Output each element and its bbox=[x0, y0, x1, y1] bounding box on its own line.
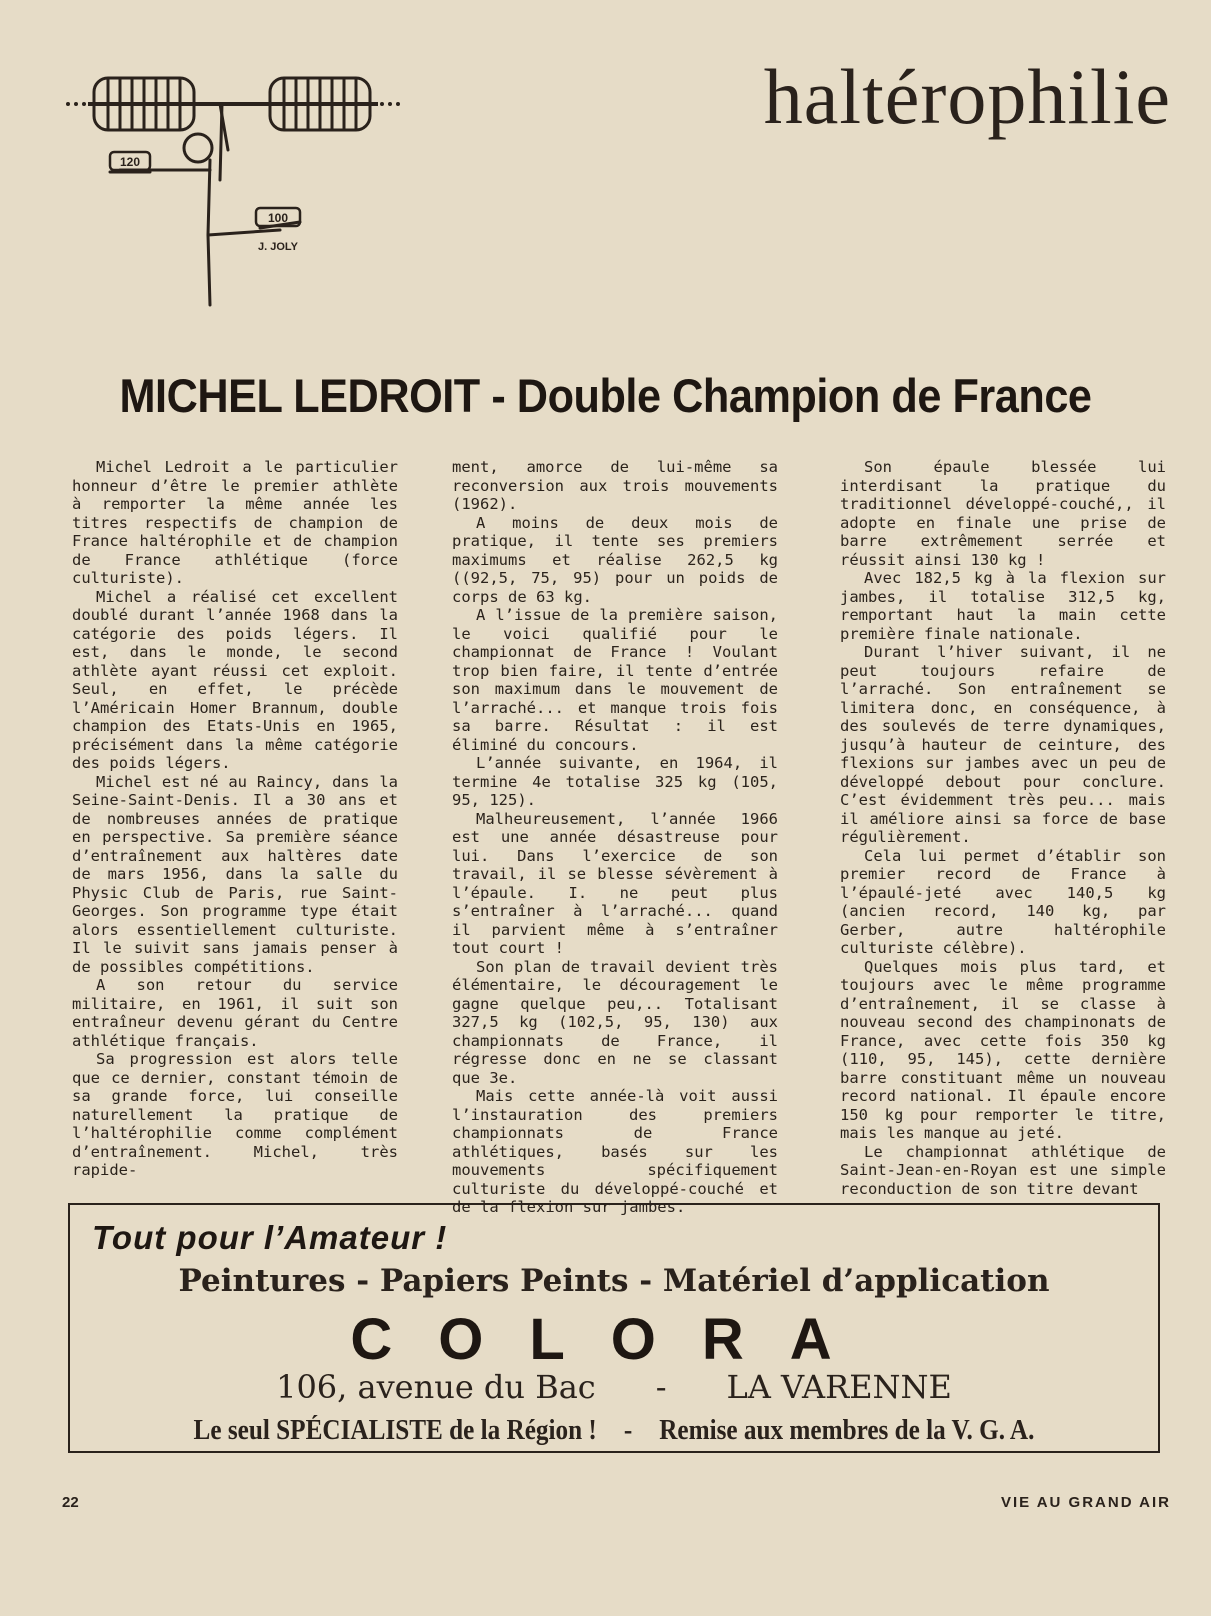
paragraph: Durant l’hiver suivant, il ne peut toujours refaire de l’arraché. Son entraînement se limitera donc, en conséquence, à des soulevés de terre dynamiques, jusqu’à hauteur de ceinture, des flexions sur jambes avec un peu de développé debout pour conclure. C’est évidemment très peu... mais il améliore ainsi sa force de base régulièrement. bbox=[840, 643, 1166, 846]
weight-label-right: 100 bbox=[267, 211, 289, 225]
section-title: haltérophilie bbox=[763, 53, 1171, 140]
paragraph: Malheureusement, l’année 1966 est une année désastreuse pour lui. Dans l’exercice de son travail, il se blesse sévèrement à l’épaule. I. ne peut plus s’entraîner à l’arraché... quand il parvient même à s’entraîner tout court ! bbox=[452, 809, 778, 957]
artist-signature: J. JOLY bbox=[258, 241, 298, 253]
paragraph: Son épaule blessée lui interdisant la pratique du traditionnel développé-couché,, il adopte en finale une prise de barre extrêmement serrée et réussit ainsi 130 kg ! bbox=[840, 458, 1166, 569]
paragraph: Avec 182,5 kg à la flexion sur jambes, il totalise 312,5 kg, remportant haut la main cette première finale nationale. bbox=[840, 569, 1166, 643]
paragraph: L’année suivante, en 1964, il termine 4e totalise 325 kg (105, 95, 125). bbox=[452, 754, 778, 809]
ad-address-street: 106, avenue du Bac bbox=[276, 1368, 596, 1406]
ad-products: Peintures - Papiers Peints - Matériel d’application bbox=[178, 1263, 1050, 1299]
weight-label-left: 120 bbox=[119, 155, 141, 169]
paragraph: A moins de deux mois de pratique, il tente ses premiers maximums et réalise 262,5 kg ((92,5, 75, 95) pour un poids de corps de 63 kg. bbox=[452, 513, 778, 606]
page-number: 22 bbox=[62, 1494, 79, 1511]
ad-address-city: LA VARENNE bbox=[726, 1368, 952, 1406]
article-column-1 bbox=[72, 458, 398, 1179]
paragraph: Sa progression est alors telle que ce dernier, constant témoin de sa grande force, lui conseille naturellement la pratique de l’haltérophilie comme complément d’entraînement. Michel, très rapide- bbox=[72, 1050, 398, 1179]
paragraph: Michel a réalisé cet excellent doublé durant l’année 1968 dans la catégorie des poids légers. Il est, dans le monde, le second athlète ayant réussi cet exploit. Seul, en effet, le précède l’Américain Homer Brannum, double champion des Etats-Unis en 1965, précisément dans la même catégorie des poids légers. bbox=[72, 587, 398, 772]
ad-slogans bbox=[124, 1415, 1103, 1447]
paragraph: Michel Ledroit a le particulier honneur d’être le premier athlète à remporter la même année les titres respectifs de champion de France haltérophile et de champion de France athlétique (force culturiste). bbox=[72, 458, 398, 587]
paragraph: Michel est né au Raincy, dans la Seine-Saint-Denis. Il a 30 ans et de nombreuses années de pratique en perspective. Sa première séance d’entraînement aux haltères date de mars 1956, dans la salle du Physic Club de Paris, rue Saint-Georges. Son programme type était alors essentiellement culturiste. Il le suivit sans jamais penser à de possibles compétitions. bbox=[72, 772, 398, 976]
paragraph: Le championnat athlétique de Saint-Jean-en-Royan est une simple reconduction de son titre devant bbox=[840, 1142, 1166, 1198]
ad-slogan-right: Remise aux membres de la V. G. A. bbox=[659, 1415, 1035, 1446]
ad-address bbox=[70, 1368, 1158, 1406]
ad-brand: COLORA bbox=[350, 1307, 878, 1372]
paragraph: Mais cette année-là voit aussi l’instauration des premiers championnats de France athlétiques, basés sur les mouvements spécifiquement culturiste du développé-couché et de la flexion sur jambes. bbox=[452, 1087, 778, 1216]
paragraph: ment, amorce de lui-même sa reconversion aux trois mouvements (1962). bbox=[452, 458, 778, 513]
ad-tagline: Tout pour l’Amateur ! bbox=[92, 1219, 448, 1256]
ad-slogan-left: Le seul SPÉCIALISTE de la Région ! bbox=[193, 1415, 597, 1446]
paragraph: Cela lui permet d’établir son premier record de France à l’épaulé-jeté avec 140,5 kg (ancien record, 140 kg, par Gerber, autre haltérophile culturiste célèbre). bbox=[840, 846, 1166, 957]
article-column-3 bbox=[840, 458, 1166, 1198]
ad-slogan-separator: - bbox=[623, 1415, 633, 1446]
paragraph: Son plan de travail devient très élémentaire, le découragement le gagne quelque peu,.. Totalisant 327,5 kg (102,5, 95, 130) aux championnats de France, il régresse donc en ne se classant que 3e. bbox=[452, 957, 778, 1087]
article-headline: MICHEL LEDROIT - Double Champion de France bbox=[119, 369, 1092, 422]
paragraph: A son retour du service militaire, en 1961, il suit son entraîneur devenu gérant du Centre athlétique français. bbox=[72, 976, 398, 1050]
weightlifter-cartoon bbox=[60, 60, 410, 320]
paragraph: A l’issue de la première saison, le voici qualifié pour le championnat de France ! Voulant trop bien faire, il tente d’entrée son maximum dans le mouvement de l’arraché... et manque trois fois sa barre. Résultat : il est éliminé du concours. bbox=[452, 606, 778, 754]
ad-address-separator: - bbox=[655, 1368, 667, 1406]
advertisement-box bbox=[68, 1203, 1160, 1453]
article-column-2 bbox=[452, 458, 778, 1216]
paragraph: Quelques mois plus tard, et toujours avec le même programme d’entraînement, il se classe à nouveau second des champinonats de France, avec cette fois 350 kg (110, 95, 145), cette dernière barre constituant même un nouveau record national. Il épaule encore 150 kg pour remporter le titre, mais les manque au jeté. bbox=[840, 957, 1166, 1142]
publication-name: VIE AU GRAND AIR bbox=[1000, 1494, 1171, 1511]
